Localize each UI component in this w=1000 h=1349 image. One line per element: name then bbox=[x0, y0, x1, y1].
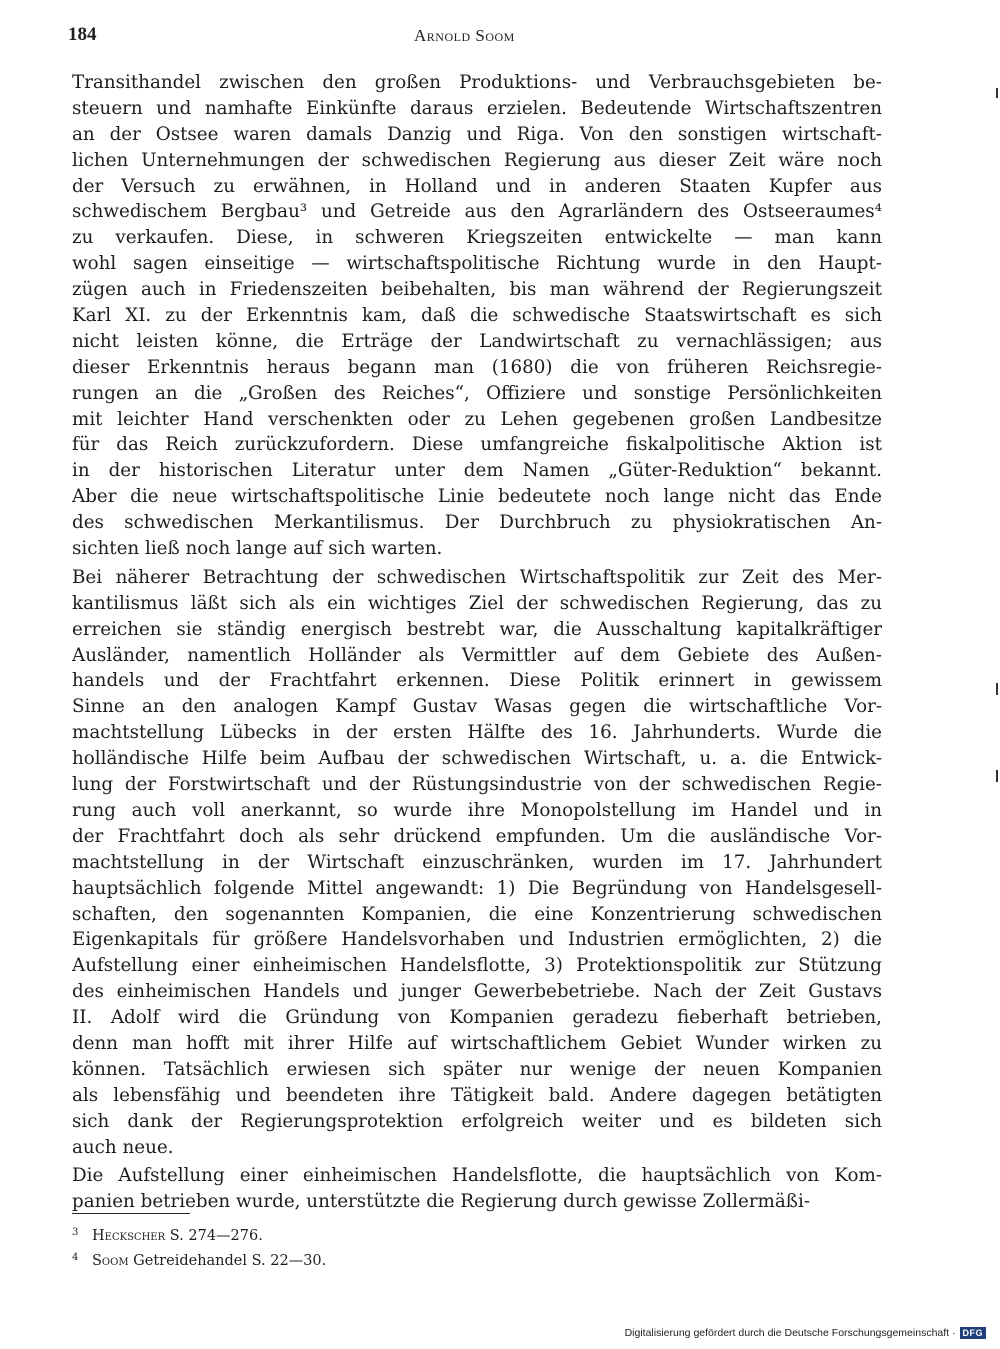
text-line: mit leichter Hand verschenkten oder zu Lehen gegebenen großen Landbesitze bbox=[72, 408, 882, 430]
dfg-logo-icon: DFG bbox=[960, 1327, 987, 1339]
text-line: II. Adolf wird die Gründung von Kompanien geradezu fieberhaft betrieben, bbox=[72, 1007, 882, 1029]
text-line: handels und der Frachtfahrt erkennen. Diese Politik erinnert in gewissem bbox=[72, 670, 882, 692]
text-line: Aber die neue wirtschaftspolitische Linie bedeutete noch lange nicht das Ende bbox=[72, 486, 882, 508]
main-text bbox=[72, 70, 882, 1215]
text-line: des einheimischen Handels und junger Gewerbebetriebe. Nach der Zeit Gustavs bbox=[72, 981, 882, 1003]
footnote-mark: 4 bbox=[72, 1252, 79, 1263]
text-line: sichten ließ noch lange auf sich warten. bbox=[72, 538, 443, 560]
text-line: lung der Forstwirtschaft und der Rüstungsindustrie von der schwedischen Regie- bbox=[72, 774, 882, 796]
text-line: an der Ostsee waren damals Danzig und Riga. Von den sonstigen wirtschaft- bbox=[72, 123, 882, 145]
text-line: wohl sagen einseitige — wirtschaftspolitische Richtung wurde in den Haupt- bbox=[72, 253, 882, 275]
text-line: zügen auch in Friedenszeiten beibehalten, bis man während der Regierungszeit bbox=[72, 279, 882, 301]
text-line: schwedischem Bergbau³ und Getreide aus den Agrarländern des Ostseeraumes⁴ bbox=[72, 201, 882, 223]
text-line: Aufstellung einer einheimischen Handelsflotte, 3) Protektionspolitik zur Stützung bbox=[72, 955, 882, 977]
margin-mark bbox=[996, 683, 998, 695]
text-line: auch neue. bbox=[72, 1136, 174, 1158]
text-line: dieser Erkenntnis heraus begann man (1680) die von früheren Reichsregie- bbox=[72, 356, 882, 378]
margin-mark bbox=[996, 88, 998, 98]
text-line: Ausländer, namentlich Holländer als Vermittler auf dem Gebiete des Außen- bbox=[72, 644, 882, 666]
text-line: der Frachtfahrt doch als sehr drückend empfunden. Um die ausländische Vor- bbox=[72, 825, 882, 847]
page-header bbox=[68, 24, 882, 54]
text-line: sich dank der Regierungsprotektion erfolgreich weiter und es bildeten sich bbox=[72, 1110, 882, 1132]
footnote-divider bbox=[72, 1213, 190, 1214]
page-number: 184 bbox=[68, 24, 97, 45]
text-line: schaften, den sogenannten Kompanien, die eine Konzentrierung schwedischen bbox=[72, 903, 882, 925]
footnotes bbox=[72, 1222, 572, 1272]
text-line: rungen an die „Großen des Reiches“, Offiziere und sonstige Persönlichkeiten bbox=[72, 382, 882, 404]
text-line: panien betrieben wurde, unterstützte die Regierung durch gewisse Zollermäßi- bbox=[72, 1191, 811, 1213]
digitization-text: Digitalisierung gefördert durch die Deutsche Forschungsgemeinschaft · bbox=[624, 1327, 956, 1339]
text-line: zu verkaufen. Diese, in schweren Kriegszeiten entwickelte — man kann bbox=[72, 227, 882, 249]
text-line: können. Tatsächlich erwiesen sich später nur wenige der neuen Kompanien bbox=[72, 1058, 882, 1080]
text-line: des schwedischen Merkantilismus. Der Durchbruch zu physiokratischen An- bbox=[72, 512, 882, 534]
text-line: Sinne an den analogen Kampf Gustav Wasas gegen die wirtschaftliche Vor- bbox=[72, 696, 882, 718]
paragraph bbox=[72, 565, 882, 1160]
text-line: als lebensfähig und beendeten ihre Tätigkeit bald. Andere dagegen betätigten bbox=[72, 1084, 882, 1106]
paragraph bbox=[72, 70, 882, 562]
text-line: in der historischen Literatur unter dem Namen „Güter-Reduktion“ bekannt. bbox=[72, 460, 882, 482]
text-line: steuern und namhafte Einkünfte daraus erzielen. Bedeutende Wirtschaftszentren bbox=[72, 97, 882, 119]
footnote-author: Heckscher bbox=[92, 1228, 166, 1244]
text-line: Karl XI. zu der Erkenntnis kam, daß die schwedische Staatswirtschaft es sich bbox=[72, 305, 882, 327]
text-line: Die Aufstellung einer einheimischen Handelsflotte, die hauptsächlich von Kom- bbox=[72, 1165, 882, 1187]
text-line: der Versuch zu erwähnen, in Holland und in anderen Staaten Kupfer aus bbox=[72, 175, 882, 197]
text-line: denn man hofft mit ihrer Hilfe auf wirtschaftlichem Gebiet Wunder wirken zu bbox=[72, 1032, 882, 1054]
text-line: Bei näherer Betrachtung der schwedischen Wirtschaftspolitik zur Zeit des Mer- bbox=[72, 566, 882, 588]
margin-mark bbox=[996, 770, 998, 782]
text-line: kantilismus läßt sich als ein wichtiges Ziel der schwedischen Regierung, das zu bbox=[72, 592, 882, 614]
footnote-author: Soom bbox=[92, 1253, 129, 1269]
text-line: machtstellung in der Wirtschaft einzuschränken, wurden im 17. Jahrhundert bbox=[72, 851, 882, 873]
running-head: Arnold Soom bbox=[414, 26, 515, 45]
text-line: Transithandel zwischen den großen Produktions- und Verbrauchsgebieten be- bbox=[72, 72, 882, 93]
text-line: für das Reich zurückzufordern. Diese umfangreiche fiskalpolitische Aktion ist bbox=[72, 434, 882, 456]
text-line: lichen Unternehmungen der schwedischen Regierung aus dieser Zeit wäre noch bbox=[72, 149, 882, 171]
footnote bbox=[72, 1247, 572, 1272]
text-line: machtstellung Lübecks in der ersten Hälfte des 16. Jahrhunderts. Wurde die bbox=[72, 722, 882, 744]
text-line: hauptsächlich folgende Mittel angewandt: 1) Die Begründung von Handelsgesell- bbox=[72, 877, 882, 899]
text-line: erreichen sie ständig energisch bestrebt war, die Ausschaltung kapitalkräftiger bbox=[72, 618, 882, 640]
footnote bbox=[72, 1222, 572, 1247]
digitization-notice bbox=[625, 1327, 986, 1339]
text-line: nicht leisten könne, die Erträge der Landwirtschaft zu vernachlässigen; aus bbox=[72, 330, 882, 352]
footnote-text: S. 274—276. bbox=[165, 1228, 263, 1244]
text-line: rung auch voll anerkannt, so wurde ihre Monopolstellung im Handel und in bbox=[72, 799, 882, 821]
footnote-mark: 3 bbox=[72, 1227, 79, 1238]
paragraph bbox=[72, 1163, 882, 1215]
footnote-text: Getreidehandel S. 22—30. bbox=[128, 1253, 327, 1269]
text-line: holländische Hilfe beim Aufbau der schwedischen Wirtschaft, u. a. die Entwick- bbox=[72, 748, 882, 770]
text-line: Eigenkapitals für größere Handelsvorhaben und Industrien ermöglichten, 2) die bbox=[72, 929, 882, 951]
